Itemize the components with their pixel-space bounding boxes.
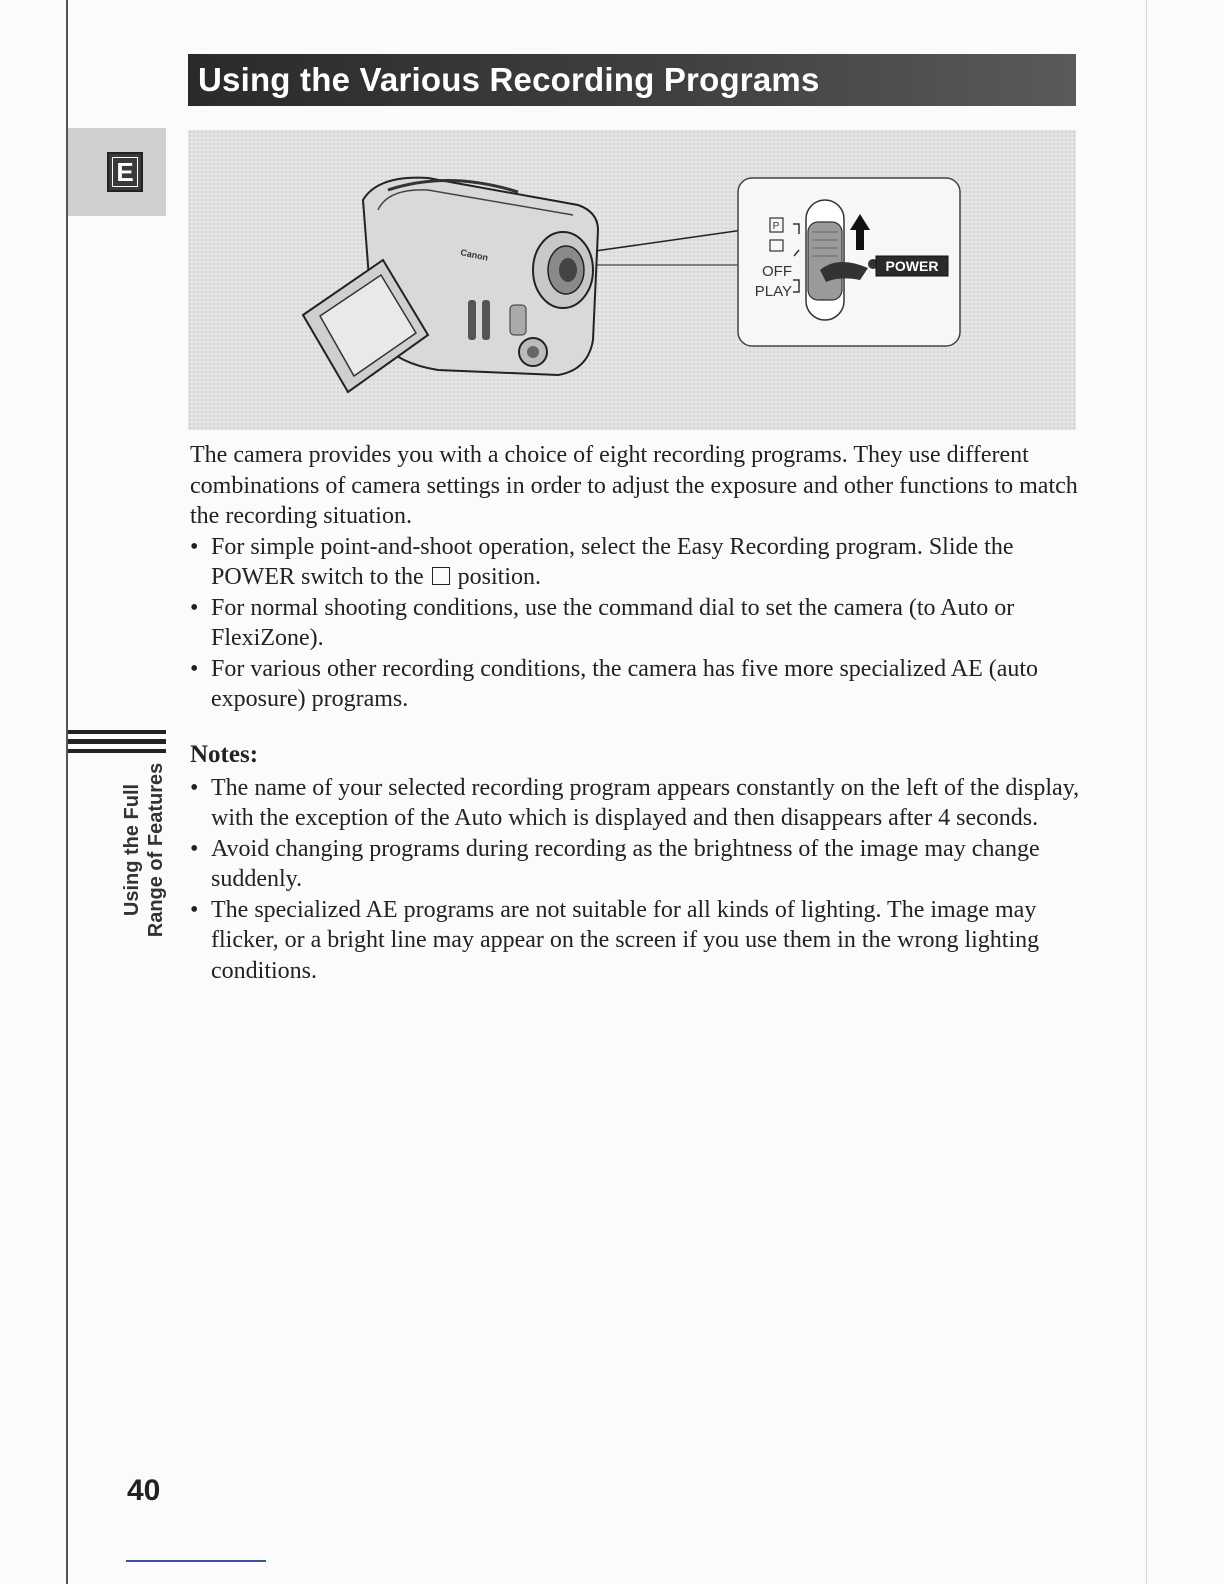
page-number: 40 <box>127 1474 161 1507</box>
side-section-tab <box>114 720 174 980</box>
camera-drawing <box>188 130 1076 430</box>
right-margin-rule <box>1146 0 1147 1584</box>
power-label: POWER <box>885 258 939 274</box>
camera-illustration <box>188 130 1076 430</box>
page-title: Using the Various Recording Programs <box>198 61 820 98</box>
camera-brand-label: Canon <box>459 247 490 263</box>
list-item: • For normal shooting conditions, use the command dial to set the camera (to Auto or FlexiZone). <box>190 593 1080 654</box>
intro-paragraph: The camera provides you with a choice of eight recording programs. They use different combinations of camera settings in order to adjust the exposure and other functions to match the recording situation. <box>190 442 1078 529</box>
bottom-rule <box>126 1560 266 1562</box>
bullet-text: position. <box>457 564 541 590</box>
list-item: • For various other recording conditions, the camera has five more specialized AE (auto exposure) programs. <box>190 654 1080 715</box>
language-tab <box>107 152 143 192</box>
list-item: • The specialized AE programs are not suitable for all kinds of lighting. The image may flicker, or a bright line may appear on the screen if you use them in the wrong lighting conditions. <box>190 895 1080 987</box>
switch-label-play: PLAY <box>754 283 792 300</box>
easy-recording-square-icon <box>432 567 450 585</box>
switch-label-off: OFF <box>762 263 792 280</box>
notes-section <box>190 740 1080 986</box>
bullet-text: For simple point-and-shoot operation, select the Easy Recording program. Slide the POWER switch to the <box>211 533 1014 590</box>
language-tab-letter: E <box>112 157 138 187</box>
notes-heading: Notes: <box>190 741 259 768</box>
list-item: • The name of your selected recording program appears constantly on the left of the display, with the exception of the Auto which is displayed and then disappears after 4 seconds. <box>190 773 1080 834</box>
intro-section <box>190 440 1080 715</box>
switch-label-p: P <box>772 221 780 232</box>
side-tab-line-2: Range of Features <box>145 762 167 938</box>
side-tab-line-1: Using the Full <box>121 783 143 917</box>
list-item: • Avoid changing programs during recording as the brightness of the image may change suddenly. <box>190 834 1080 895</box>
program-bullet-list <box>190 532 1080 715</box>
title-bar <box>188 54 1076 106</box>
left-margin-rule <box>66 0 68 1584</box>
notes-list <box>190 773 1080 987</box>
list-item <box>190 532 1080 593</box>
